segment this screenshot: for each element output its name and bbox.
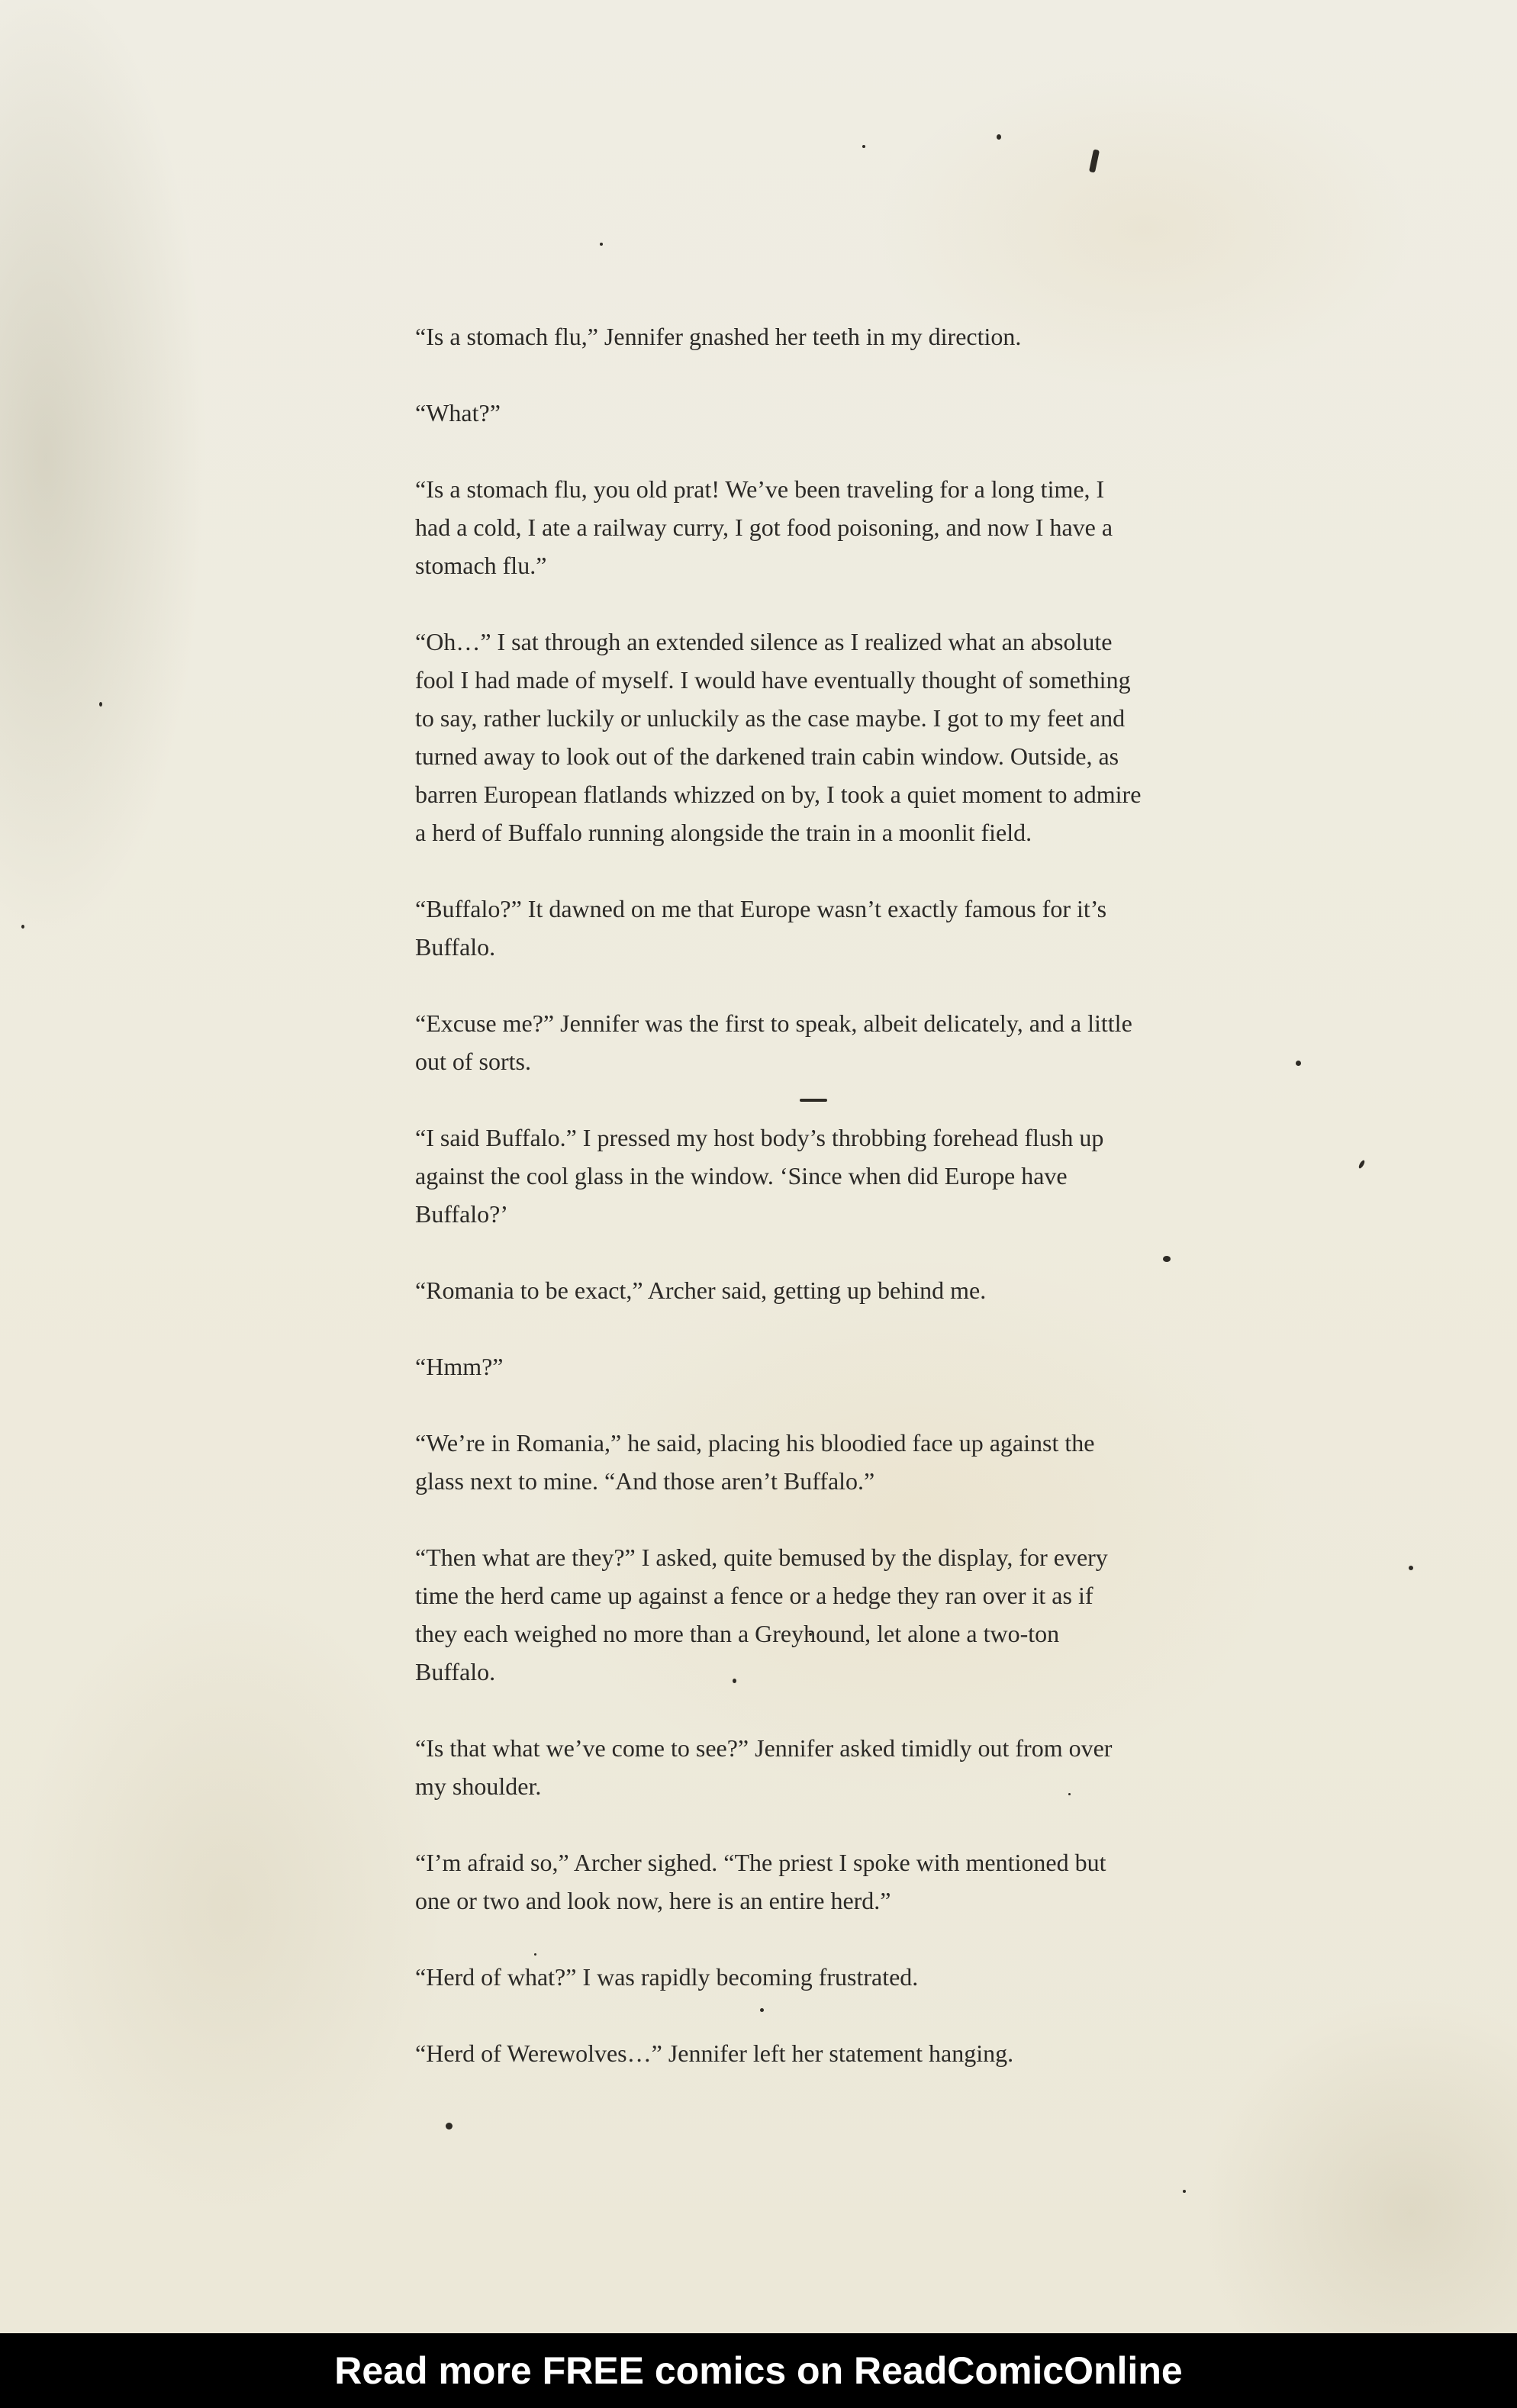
paper-speck: [21, 925, 24, 929]
paper-speck: [862, 145, 865, 148]
paper-speck: [600, 243, 603, 246]
story-text: [415, 317, 1247, 2110]
story-paragraph: “Romania to be exact,” Archer said, getting up behind me.: [415, 1276, 987, 1304]
story-paragraph: “I’m afraid so,” Archer sighed. “The priest I spoke with mentioned but one or two and look now, here is an entire herd.”: [415, 1849, 1106, 1914]
paper-speck: [1358, 1160, 1365, 1170]
story-paragraph: “Excuse me?” Jennifer was the first to speak, albeit delicately, and a little out of sorts.: [415, 1009, 1132, 1075]
story-paragraph: “We’re in Romania,” he said, placing his bloodied face up against the glass next to mine. “And those aren’t Buffalo.”: [415, 1429, 1095, 1495]
story-paragraph: “Herd of what?” I was rapidly becoming frustrated.: [415, 1963, 919, 1991]
paper-speck: [997, 134, 1001, 140]
promo-banner[interactable]: [0, 2333, 1517, 2408]
paper-speck: [1296, 1061, 1301, 1066]
story-paragraph: “Oh…” I sat through an extended silence as I realized what an absolute fool I had made of myself. I would have eventually thought of something to say, rather luckily or unluckily as the case maybe. I got to my feet and turned away to look out of the darkened train cabin window. Outside, as barren European flatlands whizzed on by, I took a quiet moment to admire a herd of Buffalo running alongside the train in a moonlit field.: [415, 628, 1142, 846]
story-paragraph: “Buffalo?” It dawned on me that Europe wasn’t exactly famous for it’s Buffalo.: [415, 895, 1107, 961]
promo-banner-text[interactable]: Read more FREE comics on ReadComicOnline: [334, 2349, 1183, 2392]
story-paragraph: “Is a stomach flu,” Jennifer gnashed her teeth in my direction.: [415, 323, 1022, 350]
paper-speck: [446, 2123, 453, 2130]
story-paragraph: “Hmm?”: [415, 1353, 504, 1380]
story-paragraph: “Then what are they?” I asked, quite bemused by the display, for every time the herd came up against a fence or a hedge they ran over it as if they each weighed no more than a Greyhound, let alone a two-ton Buffalo.: [415, 1544, 1108, 1685]
paper-speck: [99, 702, 102, 707]
paper-speck: [1183, 2190, 1186, 2193]
paper-speck: [1089, 149, 1100, 172]
story-paragraph: “Is that what we’ve come to see?” Jennifer asked timidly out from over my shoulder.: [415, 1734, 1113, 1800]
story-paragraph: “I said Buffalo.” I pressed my host body’s throbbing forehead flush up against the cool glass in the window. ‘Since when did Europe have Buffalo?’: [415, 1124, 1104, 1228]
paper-speck: [1409, 1566, 1413, 1570]
story-paragraph: “Is a stomach flu, you old prat! We’ve been traveling for a long time, I had a cold, I ate a railway curry, I got food poisoning, and now I have a stomach flu.”: [415, 475, 1113, 579]
story-paragraph: “What?”: [415, 399, 501, 427]
story-paragraph: “Herd of Werewolves…” Jennifer left her statement hanging.: [415, 2039, 1014, 2067]
